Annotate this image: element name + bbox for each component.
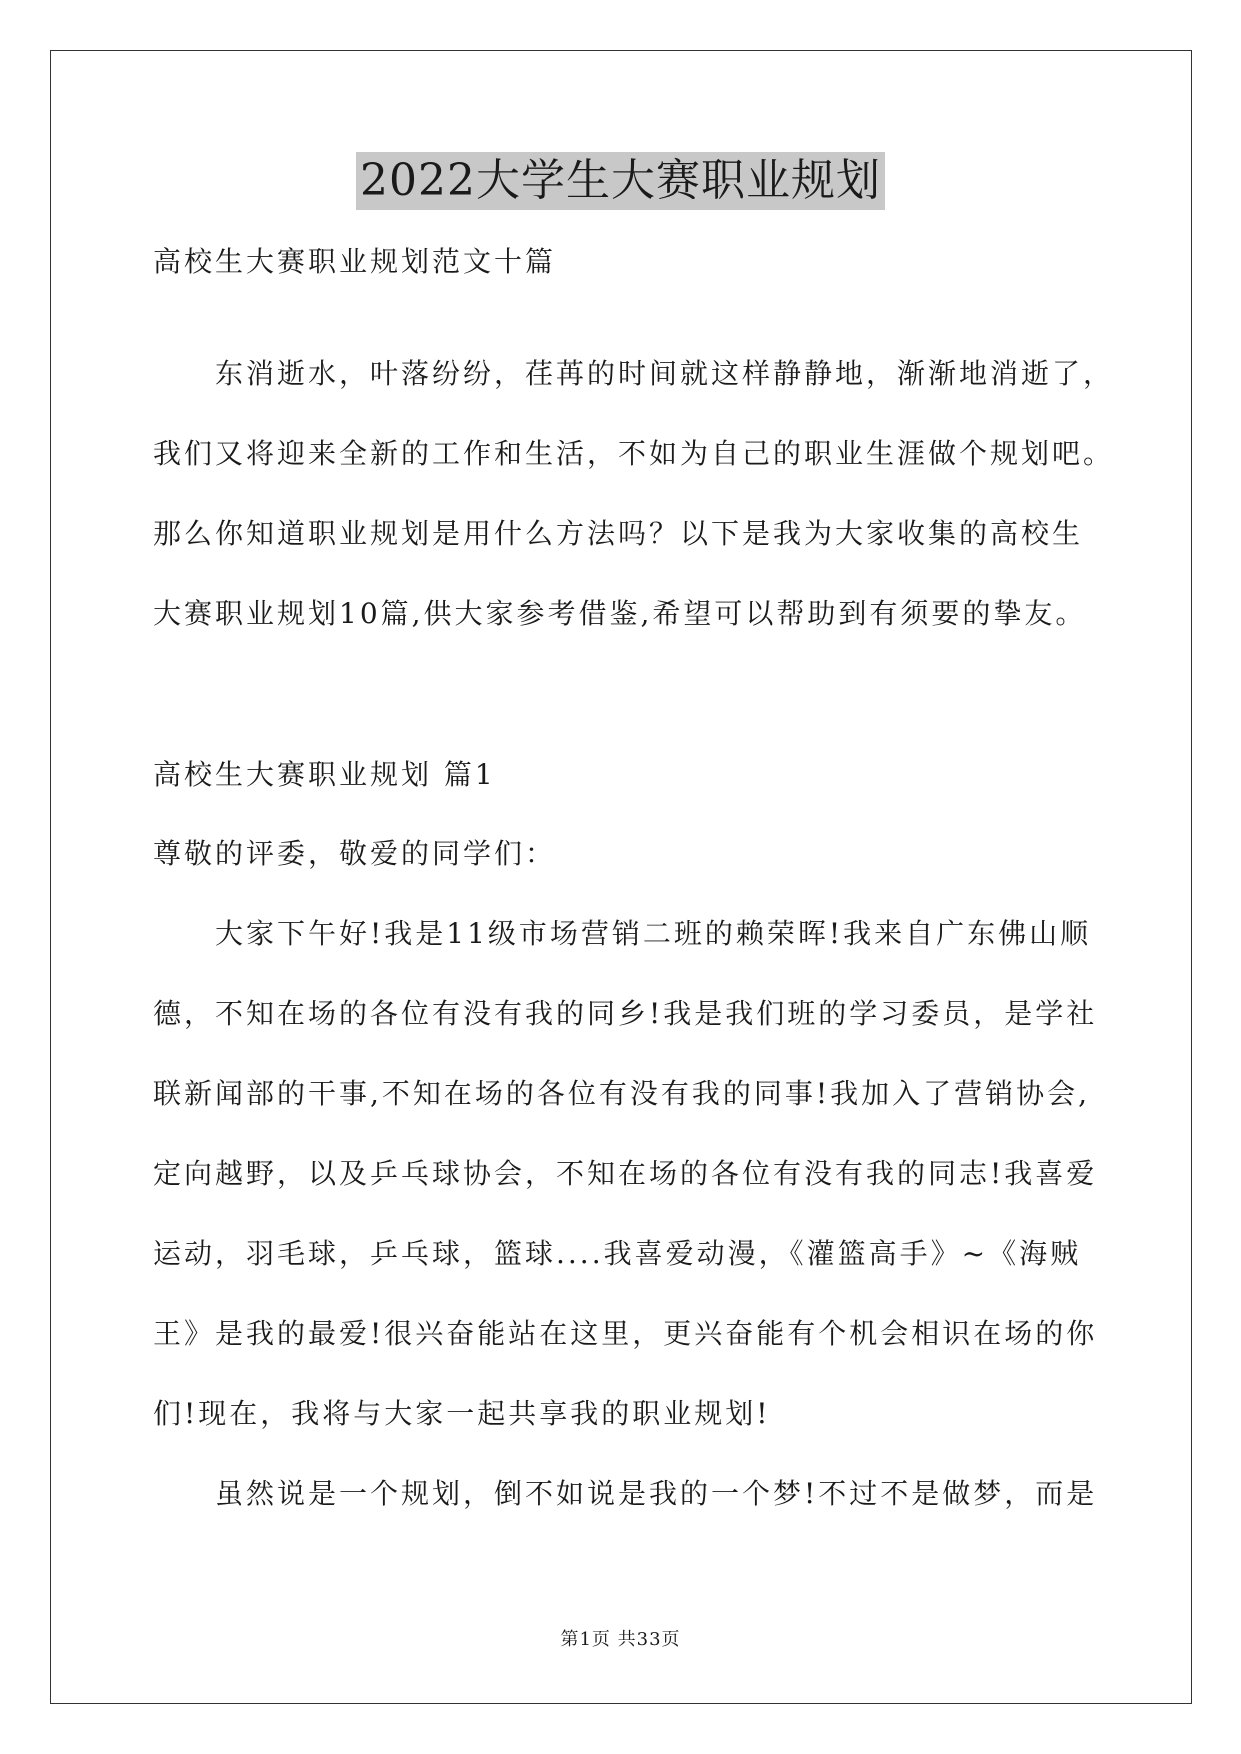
document-title: 2022大学生大赛职业规划 — [356, 152, 885, 210]
paragraph-line: 定向越野，以及乒乓球协会，不知在场的各位有没有我的同志!我喜爱 — [153, 1157, 1098, 1190]
subtitle-line: 高校生大赛职业规划范文十篇 — [153, 245, 557, 278]
page-border — [50, 50, 1192, 1704]
paragraph-line: 那么你知道职业规划是用什么方法吗？以下是我为大家收集的高校生 — [153, 517, 1084, 550]
paragraph-line: 东消逝水，叶落纷纷，荏苒的时间就这样静静地，渐渐地消逝了， — [215, 357, 1115, 390]
section-heading: 高校生大赛职业规划 篇1 — [153, 758, 496, 791]
page-number-footer: 第1页 共33页 — [560, 1629, 681, 1650]
paragraph-line: 虽然说是一个规划，倒不如说是我的一个梦!不过不是做梦，而是 — [215, 1477, 1098, 1510]
paragraph-line: 们!现在，我将与大家一起共享我的职业规划! — [153, 1397, 771, 1430]
salutation-line: 尊敬的评委，敬爱的同学们： — [153, 837, 557, 870]
paragraph-line: 大赛职业规划10篇,供大家参考借鉴,希望可以帮助到有须要的挚友。 — [153, 597, 1087, 630]
title-container — [0, 152, 1241, 210]
paragraph-line: 运动，羽毛球，乒乓球，篮球....我喜爱动漫，《灌篮高手》~《海贼 — [153, 1237, 1082, 1270]
paragraph-line: 大家下午好!我是11级市场营销二班的赖荣晖!我来自广东佛山顺 — [215, 917, 1092, 950]
paragraph-line: 我们又将迎来全新的工作和生活，不如为自己的职业生涯做个规划吧。 — [153, 437, 1115, 470]
paragraph-line: 王》是我的最爱!很兴奋能站在这里，更兴奋能有个机会相识在场的你 — [153, 1317, 1098, 1350]
paragraph-line: 德，不知在场的各位有没有我的同乡!我是我们班的学习委员，是学社 — [153, 997, 1098, 1030]
paragraph-line: 联新闻部的干事,不知在场的各位有没有我的同事!我加入了营销协会, — [153, 1077, 1091, 1110]
